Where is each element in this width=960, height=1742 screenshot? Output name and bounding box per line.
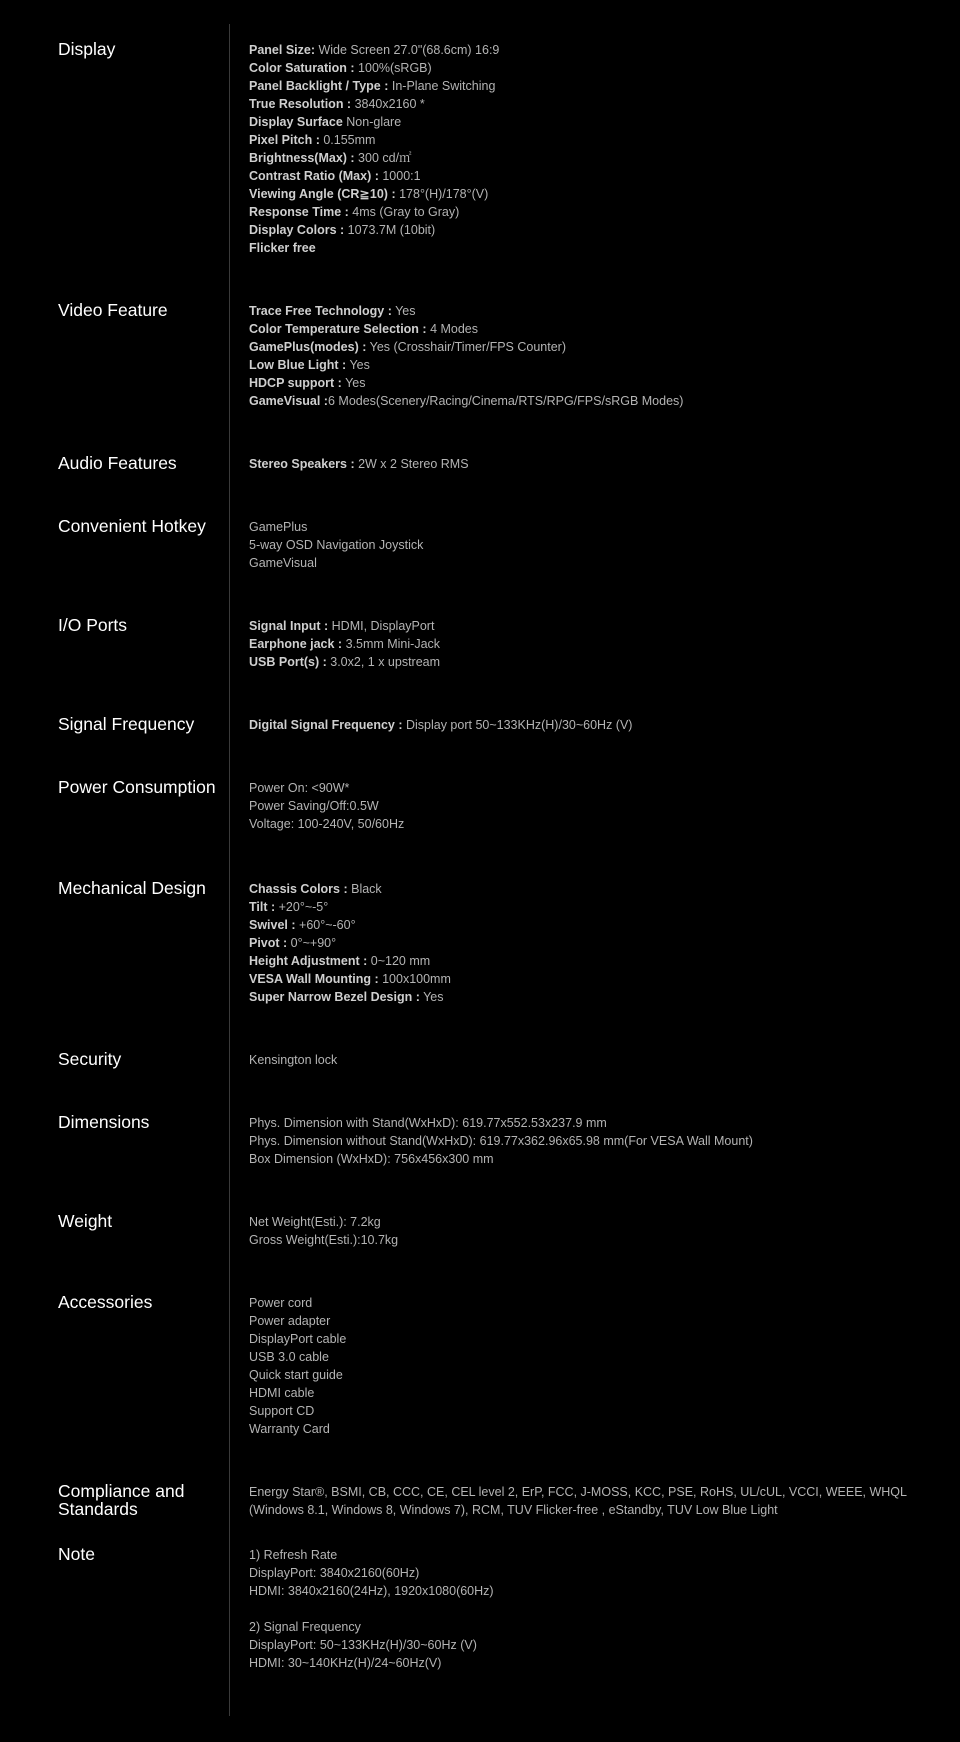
spec-value: HDMI, DisplayPort: [328, 619, 435, 633]
spec-value: USB 3.0 cable: [249, 1350, 329, 1364]
spec-line: [249, 59, 939, 77]
spec-line: [249, 1330, 939, 1348]
spec-line: [249, 934, 939, 952]
column-divider: [229, 24, 230, 1716]
spec-label: Panel Backlight / Type :: [249, 79, 389, 93]
spec-label: Viewing Angle (CR≧10) :: [249, 187, 396, 201]
spec-line: [249, 1384, 939, 1402]
spec-line: [249, 779, 939, 797]
section-title: Dimensions: [58, 1112, 150, 1132]
section-title: Power Consumption: [58, 777, 216, 797]
spec-label: Color Temperature Selection :: [249, 322, 427, 336]
spec-value: 4 Modes: [426, 322, 479, 336]
section-title: Signal Frequency: [58, 714, 195, 734]
spec-value: Yes (Crosshair/Timer/FPS Counter): [366, 340, 566, 354]
spec-value: DisplayPort cable: [249, 1332, 347, 1346]
spec-line: [249, 185, 939, 203]
spec-line: [249, 554, 939, 572]
spec-value: 100x100mm: [378, 972, 451, 986]
spec-label: Digital Signal Frequency :: [249, 718, 403, 732]
spec-value: DisplayPort: 3840x2160(60Hz): [249, 1566, 420, 1580]
spec-line: [249, 952, 939, 970]
spec-value: HDMI: 30~140KHz(H)/24~60Hz(V): [249, 1656, 442, 1670]
spec-value: Voltage: 100-240V, 50/60Hz: [249, 817, 405, 831]
spec-value: 0.155mm: [319, 133, 376, 147]
spec-line: [249, 203, 939, 221]
spec-line: [249, 1366, 939, 1384]
spec-label: Contrast Ratio (Max) :: [249, 169, 379, 183]
spec-label: Pivot :: [249, 936, 288, 950]
section-body: [249, 1294, 939, 1438]
spec-line: [249, 970, 939, 988]
spec-value: +60°~-60°: [295, 918, 356, 932]
section-body: [249, 1213, 939, 1249]
section-title: Convenient Hotkey: [58, 516, 206, 536]
spec-line: [249, 716, 939, 734]
spec-value: Gross Weight(Esti.):10.7kg: [249, 1233, 399, 1247]
section-title: I/O Ports: [58, 615, 128, 635]
spec-value: 3.5mm Mini-Jack: [342, 637, 441, 651]
section-title: Weight: [58, 1211, 113, 1231]
spec-line: [249, 653, 939, 671]
spec-label: True Resolution :: [249, 97, 352, 111]
spec-line: [249, 95, 939, 113]
section-title: Compliance and Standards: [58, 1481, 185, 1519]
spec-line: [249, 815, 939, 833]
spec-value: 4ms (Gray to Gray): [348, 205, 460, 219]
spec-line: [249, 1231, 939, 1249]
spec-line: [249, 356, 939, 374]
section-body: [249, 302, 939, 410]
spec-label: Trace Free Technology :: [249, 304, 392, 318]
spec-line: [249, 77, 939, 95]
spec-value: Quick start guide: [249, 1368, 343, 1382]
spec-line: [249, 1402, 939, 1420]
spec-label: Flicker free: [249, 241, 316, 255]
spec-line: [249, 302, 939, 320]
spec-line: [249, 392, 939, 410]
spec-value: 0~120 mm: [367, 954, 431, 968]
spec-value: +20°~-5°: [275, 900, 329, 914]
spec-label: GameVisual :: [249, 394, 328, 408]
section-body: [249, 455, 939, 473]
spec-line: [249, 1654, 939, 1672]
spec-line: [249, 1213, 939, 1231]
spec-line: [249, 1483, 939, 1501]
spec-value: Warranty Card: [249, 1422, 330, 1436]
spec-value: 2) Signal Frequency: [249, 1620, 361, 1634]
spec-value: 3.0x2, 1 x upstream: [326, 655, 441, 669]
spec-line: [249, 239, 939, 257]
spec-label: Display Surface: [249, 115, 343, 129]
spec-value: HDMI cable: [249, 1386, 315, 1400]
spec-line: [249, 113, 939, 131]
spec-value: Black: [347, 882, 382, 896]
spec-value: 0°~+90°: [287, 936, 337, 950]
section-body: [249, 1483, 939, 1519]
spec-line: [249, 988, 939, 1006]
spec-line: [249, 1564, 939, 1582]
spec-value: Phys. Dimension with Stand(WxHxD): 619.77x552.53x237.9 mm: [249, 1116, 607, 1130]
spec-label: Panel Size:: [249, 43, 315, 57]
spec-line: [249, 635, 939, 653]
spec-line: [249, 221, 939, 239]
section-title: Note: [58, 1544, 95, 1564]
spec-line: [249, 1420, 939, 1438]
spec-line: [249, 167, 939, 185]
spec-value: Power Saving/Off:0.5W: [249, 799, 379, 813]
spec-label: Chassis Colors :: [249, 882, 348, 896]
spec-value: GamePlus: [249, 520, 308, 534]
spec-value: Yes: [346, 358, 370, 372]
spec-value: Power adapter: [249, 1314, 331, 1328]
spec-line: [249, 1636, 939, 1654]
spec-value: Energy Star®, BSMI, CB, CCC, CE, CEL level 2, ErP, FCC, J-MOSS, KCC, PSE, RoHS, UL/cUL, VCCI, WEEE, WHQL: [249, 1485, 907, 1499]
spec-value: 100%(sRGB): [354, 61, 432, 75]
section-title: Mechanical Design: [58, 878, 206, 898]
section-title: Video Feature: [58, 300, 168, 320]
section-body: [249, 1114, 939, 1168]
spec-line: [249, 1114, 939, 1132]
spec-line: [249, 455, 939, 473]
spec-value: HDMI: 3840x2160(24Hz), 1920x1080(60Hz): [249, 1584, 494, 1598]
spec-label: Brightness(Max) :: [249, 151, 355, 165]
spec-line: [249, 1312, 939, 1330]
spec-value: 6 Modes(Scenery/Racing/Cinema/RTS/RPG/FPS/sRGB Modes): [327, 394, 684, 408]
section-body: [249, 617, 939, 671]
spec-value: DisplayPort: 50~133KHz(H)/30~60Hz (V): [249, 1638, 477, 1652]
section-body: [249, 1546, 939, 1672]
spec-value: Kensington lock: [249, 1053, 338, 1067]
spec-line: [249, 338, 939, 356]
spec-label: Stereo Speakers :: [249, 457, 355, 471]
spec-label: Swivel :: [249, 918, 296, 932]
spec-label: HDCP support :: [249, 376, 342, 390]
spec-line: [249, 1618, 939, 1636]
spec-line: [249, 916, 939, 934]
spec-line: [249, 880, 939, 898]
spec-label: GamePlus(modes) :: [249, 340, 367, 354]
section-title: Security: [58, 1049, 122, 1069]
spec-label: Pixel Pitch :: [249, 133, 320, 147]
section-title: Display: [58, 39, 116, 59]
spec-label: Signal Input :: [249, 619, 329, 633]
spec-line: [249, 1501, 939, 1519]
spec-value: Power On: <90W*: [249, 781, 350, 795]
spec-label: Low Blue Light :: [249, 358, 347, 372]
spec-value: In-Plane Switching: [388, 79, 496, 93]
spec-line: [249, 617, 939, 635]
spec-line: [249, 536, 939, 554]
spec-value: 1073.7M (10bit): [344, 223, 436, 237]
spec-line: [249, 1132, 939, 1150]
spec-line: [249, 1150, 939, 1168]
spec-value: Yes: [419, 990, 444, 1004]
spec-line: [249, 41, 939, 59]
section-body: [249, 716, 939, 734]
section-body: [249, 779, 939, 833]
section-title: Accessories: [58, 1292, 153, 1312]
spec-value: Yes: [341, 376, 366, 390]
spec-value: Yes: [391, 304, 416, 318]
spec-value: 178°(H)/178°(V): [395, 187, 489, 201]
spec-label: Super Narrow Bezel Design :: [249, 990, 420, 1004]
spec-label: Color Saturation :: [249, 61, 355, 75]
spec-value: Non-glare: [342, 115, 402, 129]
section-body: [249, 41, 939, 257]
spec-label: Tilt :: [249, 900, 276, 914]
section-title: Audio Features: [58, 453, 177, 473]
spec-line: [249, 1348, 939, 1366]
spec-label: Earphone jack :: [249, 637, 343, 651]
spec-line: [249, 898, 939, 916]
spec-value: 1000:1: [378, 169, 421, 183]
section-body: [249, 880, 939, 1006]
spec-line: [249, 320, 939, 338]
spec-label: USB Port(s) :: [249, 655, 327, 669]
spec-value: Display port 50~133KHz(H)/30~60Hz (V): [402, 718, 633, 732]
spec-value: Power cord: [249, 1296, 313, 1310]
spec-line: [249, 374, 939, 392]
spec-value: 2W x 2 Stereo RMS: [354, 457, 469, 471]
spec-label: Response Time :: [249, 205, 349, 219]
spec-value: Net Weight(Esti.): 7.2kg: [249, 1215, 381, 1229]
spec-label: Display Colors :: [249, 223, 345, 237]
spec-value: Support CD: [249, 1404, 315, 1418]
spec-line: [249, 1051, 939, 1069]
spec-line: [249, 149, 939, 167]
section-body: [249, 1051, 939, 1069]
spec-line: [249, 1294, 939, 1312]
spec-line: [249, 1600, 939, 1618]
spec-value: (Windows 8.1, Windows 8, Windows 7), RCM, TUV Flicker-free , eStandby, TUV Low Blue Light: [249, 1503, 778, 1517]
spec-value: 300 cd/㎡: [354, 151, 412, 165]
spec-value: 1) Refresh Rate: [249, 1548, 338, 1562]
spec-line: [249, 1582, 939, 1600]
spec-line: [249, 1546, 939, 1564]
spec-line: [249, 518, 939, 536]
spec-label: VESA Wall Mounting :: [249, 972, 379, 986]
section-body: [249, 518, 939, 572]
spec-line: [249, 131, 939, 149]
spec-label: Height Adjustment :: [249, 954, 368, 968]
spec-value: Wide Screen 27.0"(68.6cm) 16:9: [315, 43, 500, 57]
spec-line: [249, 797, 939, 815]
spec-value: 5-way OSD Navigation Joystick: [249, 538, 424, 552]
spec-value: Box Dimension (WxHxD): 756x456x300 mm: [249, 1152, 494, 1166]
spec-value: 3840x2160 *: [351, 97, 425, 111]
spec-value: Phys. Dimension without Stand(WxHxD): 619.77x362.96x65.98 mm(For VESA Wall Mount): [249, 1134, 753, 1148]
spec-value: GameVisual: [249, 556, 317, 570]
